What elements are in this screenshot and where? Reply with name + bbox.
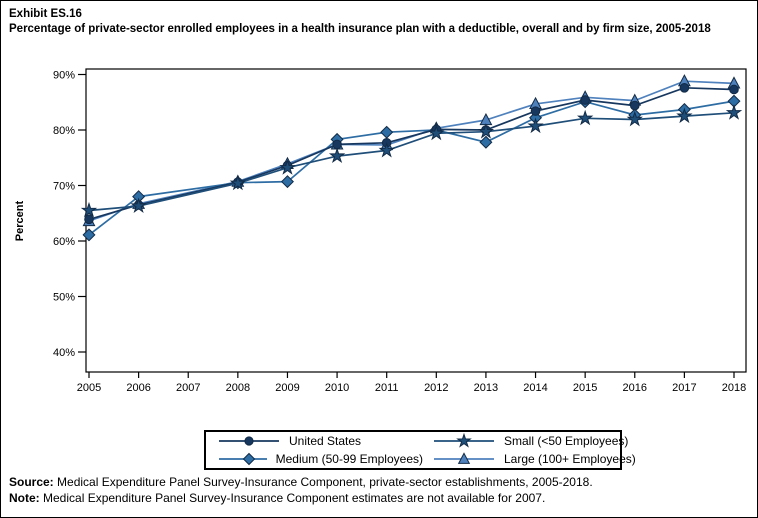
data-point-marker-circle — [531, 107, 540, 116]
data-point-marker-circle — [85, 215, 94, 224]
data-point-marker-star — [458, 434, 471, 446]
triangle-marker-icon — [433, 451, 495, 467]
series-united-states — [85, 84, 739, 224]
legend-item-small-50-employees — [433, 433, 636, 450]
data-point-marker-star — [330, 149, 343, 162]
legend-label: Large (100+ Employees) — [504, 452, 636, 466]
x-tick-label: 2017 — [672, 382, 697, 394]
x-tick-label: 2010 — [324, 382, 350, 394]
star-marker-icon — [433, 433, 495, 449]
y-tick-label: 80% — [52, 125, 75, 137]
exhibit-label: Exhibit ES.16 — [9, 8, 82, 20]
data-point-marker-diamond — [381, 126, 393, 138]
source-text: Medical Expenditure Panel Survey-Insurance Component, private-sector establishments, 2005-2018. — [57, 475, 593, 489]
note-line — [9, 490, 751, 506]
y-tick-label: 40% — [52, 347, 75, 359]
data-point-marker-diamond — [480, 136, 492, 148]
legend-label: Small (<50 Employees) — [504, 434, 629, 448]
y-tick-label: 70% — [52, 180, 75, 193]
chart-legend — [204, 430, 636, 470]
x-tick-label: 2013 — [473, 382, 499, 394]
data-point-marker-star — [479, 125, 492, 138]
data-point-marker-circle — [630, 101, 639, 110]
footer — [9, 474, 751, 506]
data-point-marker-circle — [730, 85, 739, 94]
data-point-marker-star — [579, 111, 592, 124]
x-tick-label: 2015 — [572, 382, 598, 394]
legend-label: Medium (50-99 Employees) — [275, 452, 423, 466]
legend-item-united-states — [218, 433, 423, 450]
y-tick-label: 60% — [52, 236, 75, 248]
x-tick-label: 2007 — [175, 382, 201, 394]
y-tick-label: 90% — [52, 69, 75, 82]
circle-marker-icon — [218, 433, 280, 449]
x-tick-label: 2005 — [76, 382, 102, 394]
data-point-marker-diamond — [243, 453, 254, 464]
x-tick-label: 2016 — [622, 382, 648, 394]
legend-item-large-100-employees — [433, 451, 636, 468]
x-tick-label: 2008 — [225, 382, 251, 394]
legend-item-medium-50-99-employees — [218, 451, 423, 468]
series-small-50-employees — [82, 106, 740, 216]
x-tick-label: 2014 — [523, 382, 548, 394]
note-text: Medical Expenditure Panel Survey-Insurance Component estimates are not available for 2007. — [43, 491, 546, 505]
data-point-marker-circle — [680, 84, 689, 93]
line-chart — [1, 1, 758, 421]
x-tick-label: 2012 — [424, 382, 449, 394]
series-line — [89, 113, 734, 211]
x-tick-label: 2009 — [275, 382, 300, 394]
data-point-marker-circle — [245, 437, 253, 445]
chart-title: Percentage of private-sector enrolled employees in a health insurance plan with a deductible, overall and by firm size, 2005-2018 — [9, 23, 711, 35]
data-point-marker-star — [727, 106, 740, 119]
note-label: Note: — [9, 491, 40, 505]
source-label: Source: — [9, 475, 54, 489]
diamond-marker-icon — [218, 451, 267, 467]
x-tick-label: 2018 — [721, 382, 747, 394]
legend-label: United States — [289, 434, 362, 448]
y-tick-label: 50% — [52, 291, 75, 304]
y-axis-title: Percent — [14, 200, 26, 242]
data-point-marker-circle — [581, 96, 590, 105]
x-tick-label: 2006 — [126, 382, 151, 394]
x-tick-label: 2011 — [374, 382, 399, 394]
data-point-marker-circle — [333, 140, 342, 149]
source-line — [9, 474, 751, 490]
series-large-100-employees — [83, 75, 739, 225]
